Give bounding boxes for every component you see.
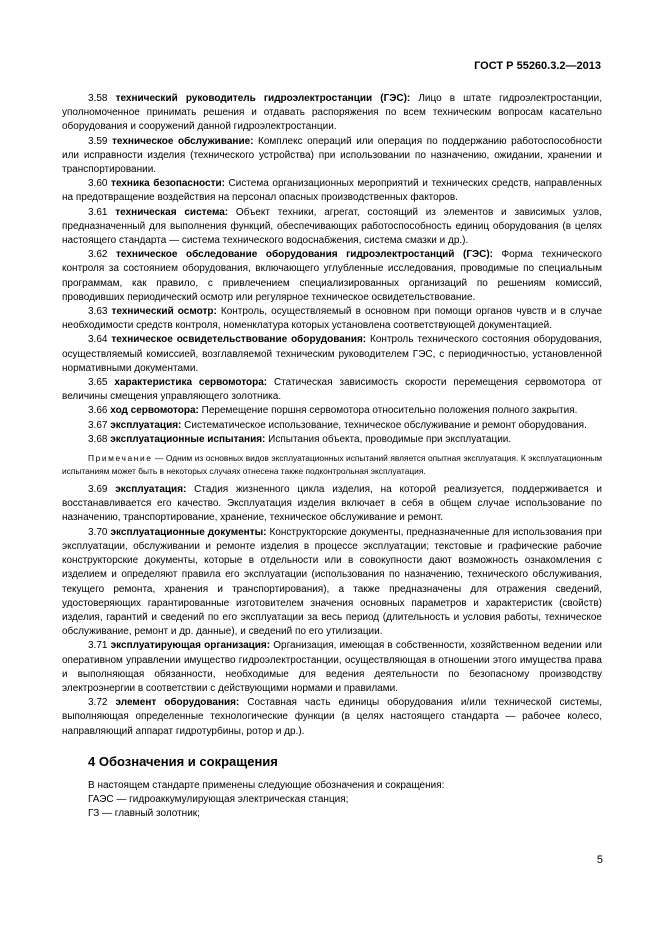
term-number: 3.70	[88, 526, 108, 538]
term-number: 3.69	[88, 484, 108, 496]
term-entry	[62, 639, 602, 696]
note-text: — Одним из основных видов эксплуатационных испытаний является опытная эксплуатация. К эксплуатационным испытаниям может быть в некоторых случаях отнесена также подконтрольная эксплуатация.	[62, 453, 602, 476]
term-name: эксплуатация:	[110, 419, 182, 431]
term-number: 3.62	[88, 249, 108, 261]
section-intro: В настоящем стандарте применены следующие обозначения и сокращения:	[88, 779, 445, 791]
term-name: техническое обслуживание:	[112, 135, 254, 147]
abbreviation-item: ГАЭС — гидроаккумулирующая электрическая станция;	[88, 794, 349, 806]
term-definition: Объект техники, агрегат, состоящий из элементов и зависимых узлов, предназначенный для выполнения функций, обеспечивающих работоспособность единиц оборудования (в целях настоящего стандарта — система технического водоснабжения, система смазки и др.).	[62, 206, 603, 247]
term-number: 3.63	[88, 306, 108, 318]
term-entry	[62, 305, 602, 333]
term-definition: Конструкторские документы, предназначенные для использования при эксплуатации, обслуживании и ремонте изделия в процессе эксплуатации; текстовые и графические рабочие конструкторские документы, которые в отдельности или в совокупности дают возможность ознакомления с изделием и определяют правила его эксплуатации (использования по назначению, технического обслуживания, текущего ремонта, хранения и транспортирования), а также предназначены для отражения сведений, удостоверяющих гарантированные изготовителем значения основных параметров и характеристик (свойств) изделия, гарантий и сведений по его эксплуатации за весь период (длительность и условия работы, техническое обслуживание, ремонт и др. данные), и сведений по его утилизации.	[62, 526, 602, 638]
term-entry	[62, 419, 602, 433]
document-body	[62, 92, 602, 822]
terms-list-2	[62, 483, 602, 739]
term-number: 3.68	[88, 433, 108, 445]
abbreviations-list	[62, 779, 602, 822]
term-number: 3.65	[88, 377, 108, 389]
terms-list	[62, 92, 602, 447]
term-name: техническое обследование оборудования гидроэлектростанций (ГЭС):	[116, 249, 493, 261]
note-label: Примечание	[88, 453, 153, 464]
term-definition: Составная часть единицы оборудования и/или технической системы, выполняющая определенные технологические функции (в целях настоящего стандарта — рабочее колесо, направляющий аппарат гидротурбины, ротор и др.).	[62, 697, 602, 737]
page-number: 5	[596, 854, 603, 866]
term-name: техническое освидетельствование оборудования:	[111, 334, 367, 346]
section-title: 4 Обозначения и сокращения	[88, 753, 278, 769]
term-entry	[62, 696, 602, 739]
term-name: эксплуатирующая организация:	[110, 640, 271, 652]
term-name: техническая система:	[115, 206, 229, 218]
term-entry	[62, 404, 602, 418]
term-definition: Перемещение поршня сервомотора относительно положения полного закрытия.	[198, 405, 578, 417]
term-entry	[62, 206, 602, 249]
document-header: ГОСТ Р 55260.3.2—2013	[474, 60, 601, 72]
term-entry	[62, 376, 602, 404]
term-definition: Контроль технического состояния оборудования, осуществляемый комиссией, возглавляемой техническим руководителем ГЭС, с периодичностью, установленной нормативными документами.	[62, 334, 602, 374]
term-name: элемент оборудования:	[115, 697, 240, 709]
term-definition: Испытания объекта, проводимые при эксплуатации.	[265, 433, 512, 445]
term-definition: Стадия жизненного цикла изделия, на которой реализуется, поддерживается и восстанавливается его качество. Эксплуатация изделия включает в себя в общем случае использование по назначению, транспортирование, хранение, техническое обслуживание и ремонт.	[62, 484, 602, 524]
term-number: 3.58	[88, 93, 108, 104]
term-entry	[62, 526, 602, 640]
term-definition: Организация, имеющая в собственности, хозяйственном ведении или оперативном управлении имущество гидроэлектростанции, осуществляющая в отношении этого имущества права и выполняющая обязанности, необходимые для ведения деятельности по безопасному производству электроэнергии в соответствии с действующими нормами и правилами.	[62, 640, 602, 694]
term-entry	[62, 248, 602, 305]
term-definition: Контроль, осуществляемый в основном при помощи органов чувств и в случае необходимости средств контроля, номенклатура которых установлена соответствующей документацией.	[62, 306, 603, 332]
term-name: характеристика сервомотора:	[114, 377, 268, 389]
term-name: техника безопасности:	[111, 178, 225, 190]
term-name: эксплуатационные документы:	[110, 526, 267, 538]
term-name: ход сервомотора:	[110, 405, 199, 417]
term-name: технический руководитель гидроэлектростанции (ГЭС):	[115, 93, 411, 104]
term-definition: Форма технического контроля за состоянием оборудования, включающего углубленные исследования, проводимые по специальным программам, как правило, с привлечением специализированных организаций по решениям комиссий, проводивших периодический осмотр или регулярное техническое освидетельствование.	[62, 249, 602, 303]
term-entry	[62, 433, 602, 447]
term-name: эксплуатация:	[115, 484, 187, 496]
term-entry	[62, 92, 602, 135]
term-definition: Лицо в штате гидроэлектростанции, уполномоченное принимать решения и отдавать распоряжения по всем техническим вопросам касательно оборудования и сооружений данной гидроэлектростанции.	[62, 93, 602, 133]
term-name: эксплуатационные испытания:	[110, 433, 266, 445]
term-number: 3.72	[88, 697, 108, 709]
term-number: 3.60	[88, 178, 108, 190]
term-entry	[62, 333, 602, 376]
note	[62, 452, 602, 477]
term-number: 3.61	[88, 206, 108, 218]
term-entry	[62, 135, 602, 178]
term-number: 3.67	[88, 419, 108, 431]
term-number: 3.66	[88, 405, 108, 417]
term-number: 3.71	[88, 640, 108, 652]
term-definition: Система организационных мероприятий и технических средств, направленных на предотвращение воздействия на персонал опасных производственных факторов.	[62, 178, 602, 204]
term-entry	[62, 177, 602, 205]
term-definition: Комплекс операций или операция по поддержанию работоспособности или исправности изделия (технического устройства) при использовании по назначению, ожидании, хранении и транспортировании.	[62, 135, 602, 176]
term-number: 3.64	[88, 334, 108, 346]
term-definition: Систематическое использование, техническое обслуживание и ремонт оборудования.	[181, 419, 587, 431]
term-definition: Статическая зависимость скорости перемещения сервомотора от величины смещения управляющего золотника.	[62, 377, 602, 403]
term-name: технический осмотр:	[111, 306, 217, 318]
term-entry	[62, 483, 602, 526]
term-number: 3.59	[88, 135, 108, 147]
abbreviation-item: ГЗ — главный золотник;	[88, 808, 200, 820]
